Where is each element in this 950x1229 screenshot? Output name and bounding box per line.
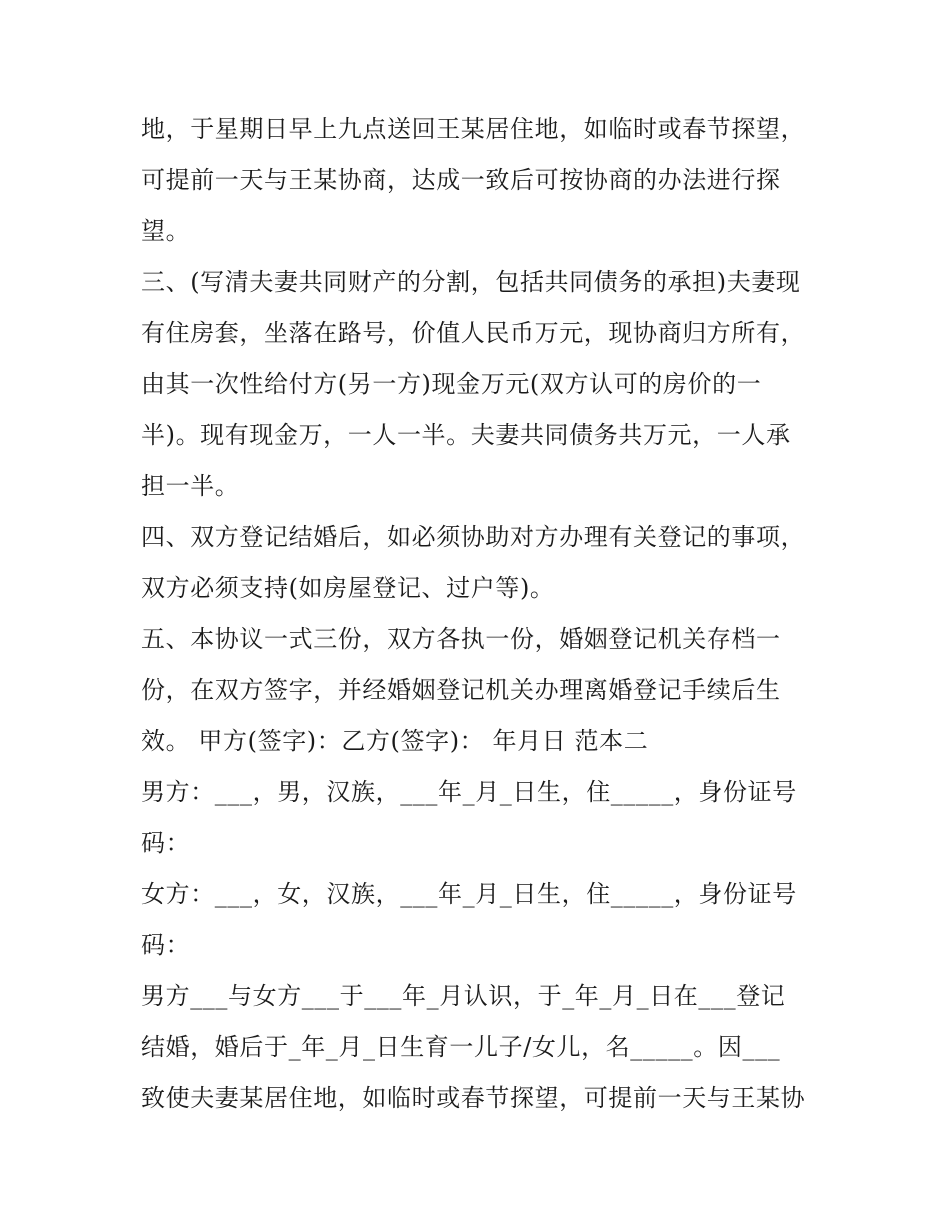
text-line: 望。 (141, 217, 191, 245)
text-line: 码： (141, 829, 191, 857)
text-line: 由其一次性给付方(另一方)现金万元(双方认可的房价的一 (141, 370, 762, 398)
text-line: 女方：___，女，汉族，___年_月_日生，住_____，身份证号 (141, 880, 797, 908)
document-body (141, 104, 821, 1124)
text-line: 结婚，婚后于_年_月_日生育一儿子/女儿，名_____。因___ (141, 1033, 781, 1061)
text-line: 双方必须支持(如房屋登记、过户等)。 (141, 574, 555, 602)
text-line: 三、(写清夫妻共同财产的分割，包括共同债务的承担)夫妻现 (141, 268, 801, 296)
text-line: 男方___与女方___于___年_月认识，于_年_月_日在___登记 (141, 982, 786, 1010)
text-line: 可提前一天与王某协商，达成一致后可按协商的办法进行探 (141, 166, 781, 194)
text-line: 五、本协议一式三份，双方各执一份，婚姻登记机关存档一 (141, 625, 781, 653)
text-line: 担一半。 (141, 472, 240, 500)
text-line: 致使夫妻某居住地，如临时或春节探望，可提前一天与王某协 (141, 1084, 806, 1112)
text-line: 份，在双方签字，并经婚姻登记机关办理离婚登记手续后生 (141, 676, 781, 704)
text-line: 有住房套，坐落在路号，价值人民币万元，现协商归方所有， (141, 319, 806, 347)
text-line: 男方：___，男，汉族，___年_月_日生，住_____，身份证号 (141, 778, 797, 806)
text-line: 码： (141, 931, 191, 959)
text-line: 半)。现有现金万，一人一半。夫妻共同债务共万元，一人承 (141, 421, 791, 449)
text-line: 效。 甲方(签字)：乙方(签字)： 年月日 范本二 (141, 727, 649, 755)
text-line: 地，于星期日早上九点送回王某居住地，如临时或春节探望， (141, 115, 806, 143)
text-line: 四、双方登记结婚后，如必须协助对方办理有关登记的事项， (141, 523, 806, 551)
